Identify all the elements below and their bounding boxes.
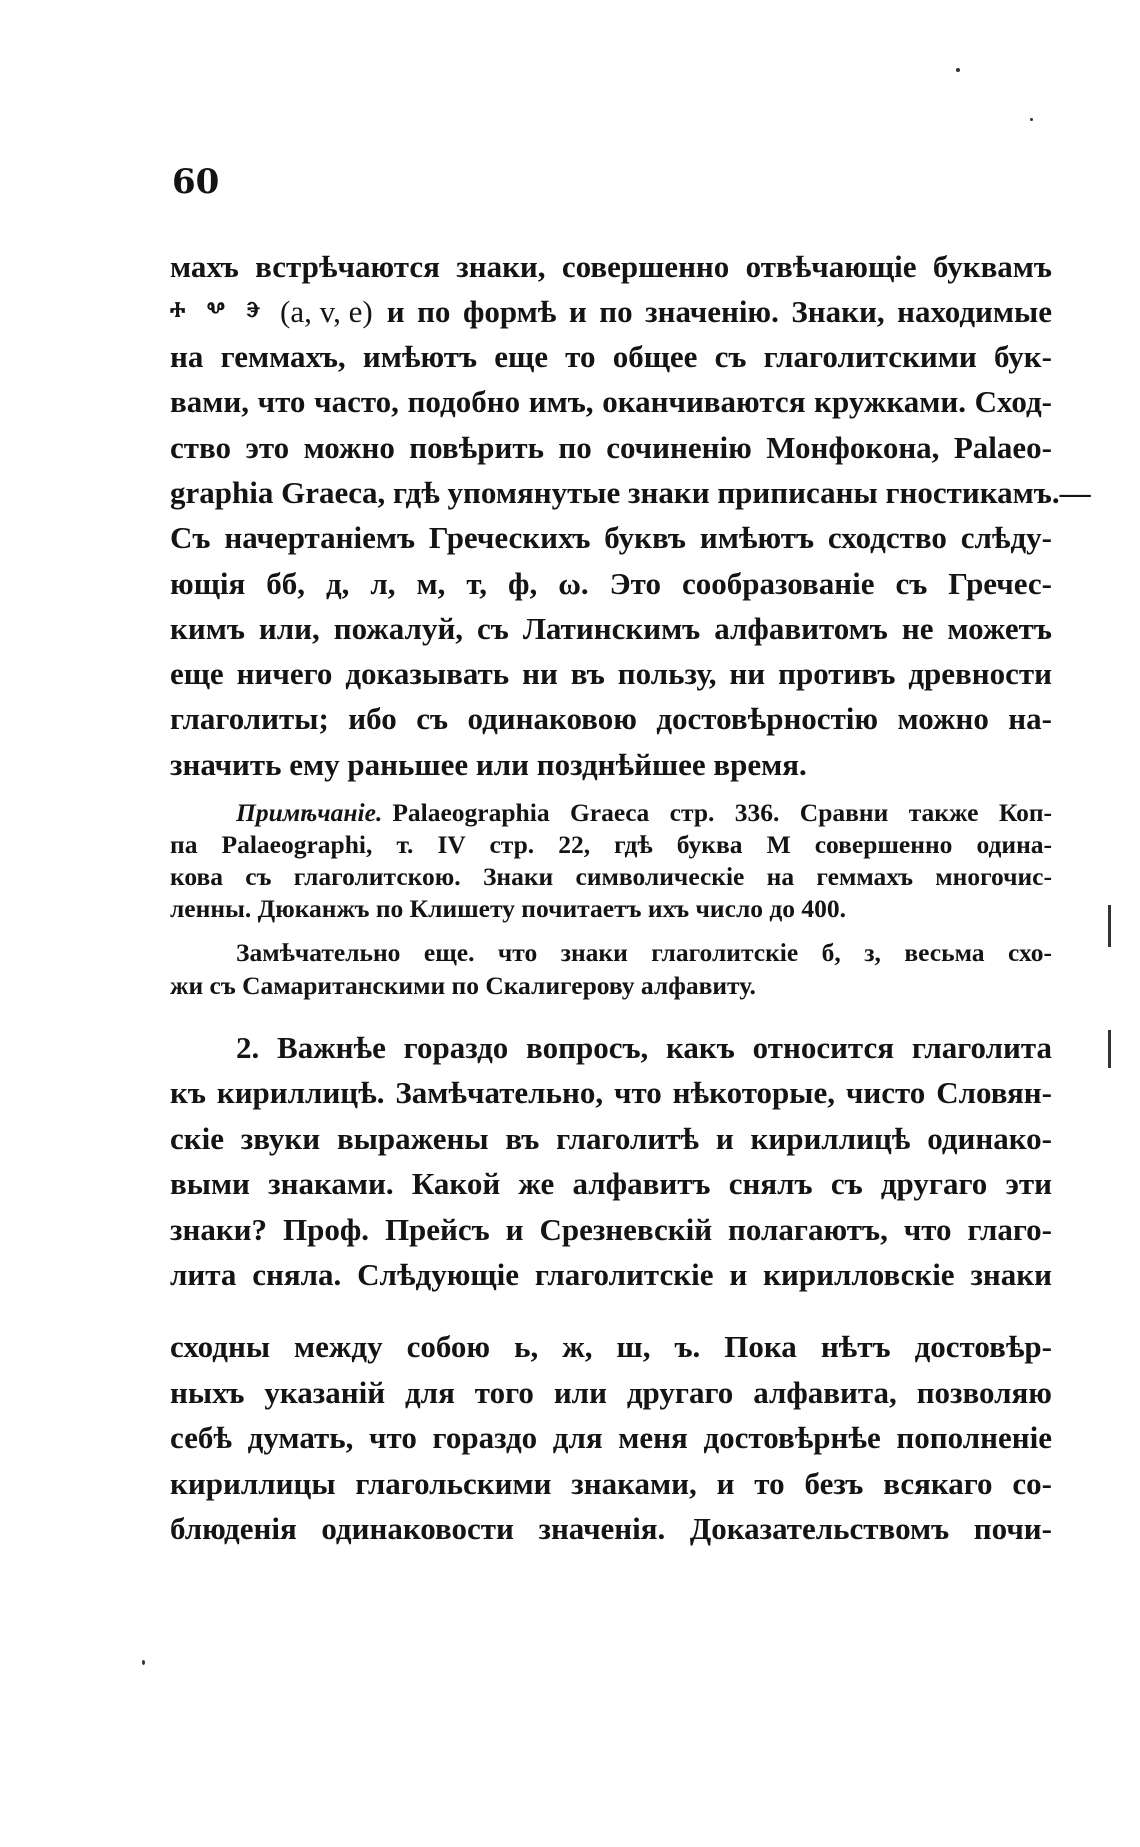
text-line: къ кириллицѣ. Замѣчательно, что нѣкоторые, чисто Словян- bbox=[170, 1075, 1052, 1110]
text-line: 2. Важнѣе гораздо вопросъ, какъ относится глаголита bbox=[236, 1030, 1052, 1065]
note-line: Palaeographia Graeca стр. 336. Сравни также Коп- bbox=[392, 798, 1052, 827]
page-number: 60 bbox=[172, 162, 220, 202]
note-line: ленны. Дюканжъ по Клишету почитаетъ ихъ число до 400. bbox=[170, 894, 847, 923]
text-line: и по формѣ и по значенію. Знаки, находимые bbox=[386, 294, 1052, 329]
text-line: ныхъ указаній для того или другаго алфавита, позволяю bbox=[170, 1375, 1052, 1410]
note-line: па Palaeographi, т. IV стр. 22, гдѣ буква М совершенно одина- bbox=[170, 830, 1052, 859]
scan-speck bbox=[1030, 118, 1033, 121]
text-line: кириллицы глагольскими знаками, и то безъ всякаго со- bbox=[170, 1466, 1052, 1501]
text-line: скіе звуки выражены въ глаголитѣ и кириллицѣ одинако- bbox=[170, 1121, 1052, 1156]
note-label: Примѣчаніе. bbox=[236, 798, 383, 827]
glagolitic-signs: ⰰ ⰲ ⰵ bbox=[170, 295, 267, 328]
text-line: знаки? Проф. Прейсъ и Срезневскій полагаютъ, что глаго- bbox=[170, 1212, 1052, 1247]
text-line: блюденія одинаковости значенія. Доказательствомъ почи- bbox=[170, 1511, 1052, 1546]
text-line: глаголиты; ибо съ одинаковою достовѣрностію можно на- bbox=[170, 701, 1052, 736]
note-line: жи съ Самаританскими по Скалигерову алфавиту. bbox=[170, 971, 756, 1000]
text-line: на геммахъ, имѣютъ еще то общее съ глаголитскими бук- bbox=[170, 339, 1052, 374]
text-line: лита сняла. Слѣдующіе глаголитскіе и кирилловскіе знаки bbox=[170, 1257, 1052, 1292]
scan-speck bbox=[956, 68, 960, 72]
text-line: себѣ думать, что гораздо для меня достовѣрнѣе пополненіе bbox=[170, 1420, 1052, 1455]
scan-speck bbox=[142, 1660, 145, 1665]
text-line: махъ встрѣчаются знаки, совершенно отвѣчающіе буквамъ bbox=[170, 249, 1052, 284]
margin-mark bbox=[1108, 905, 1111, 947]
text-line: выми знаками. Какой же алфавитъ снялъ съ другаго эти bbox=[170, 1166, 1052, 1201]
text-line: вами, что часто, подобно имъ, оканчиваются кружками. Сход- bbox=[170, 384, 1052, 419]
text-line: ство это можно повѣрить по сочиненію Монфокона, Palaeo- bbox=[170, 430, 1052, 465]
glyph-text-line bbox=[170, 292, 1052, 332]
glyph-values: (а, v, е) bbox=[280, 294, 373, 329]
text-line: значить ему раньшее или позднѣйшее время. bbox=[170, 747, 807, 782]
text-line: ющія бб, д, л, м, т, ф, ω. Это сообразованіе съ Гречес- bbox=[170, 566, 1052, 601]
note-line: кова съ глаголитскою. Знаки символическіе на геммахъ многочис- bbox=[170, 862, 1052, 891]
text-line: сходны между собою ь, ж, ш, ъ. Пока нѣтъ достовѣр- bbox=[170, 1329, 1052, 1364]
text-line: еще ничего доказывать ни въ пользу, ни противъ древности bbox=[170, 656, 1052, 691]
margin-mark bbox=[1108, 1030, 1111, 1068]
text-line: кимъ или, пожалуй, съ Латинскимъ алфавитомъ не можетъ bbox=[170, 611, 1052, 646]
text-line: Съ начертаніемъ Греческихъ буквъ имѣютъ сходство слѣду- bbox=[170, 520, 1052, 555]
note-first-line bbox=[236, 797, 1052, 829]
note-line: Замѣчательно еще. что знаки глаголитскіе б, з, весьма схо- bbox=[236, 938, 1052, 967]
text-line: graphia Graeca, гдѣ упомянутые знаки приписаны гностикамъ.— bbox=[170, 475, 1091, 510]
